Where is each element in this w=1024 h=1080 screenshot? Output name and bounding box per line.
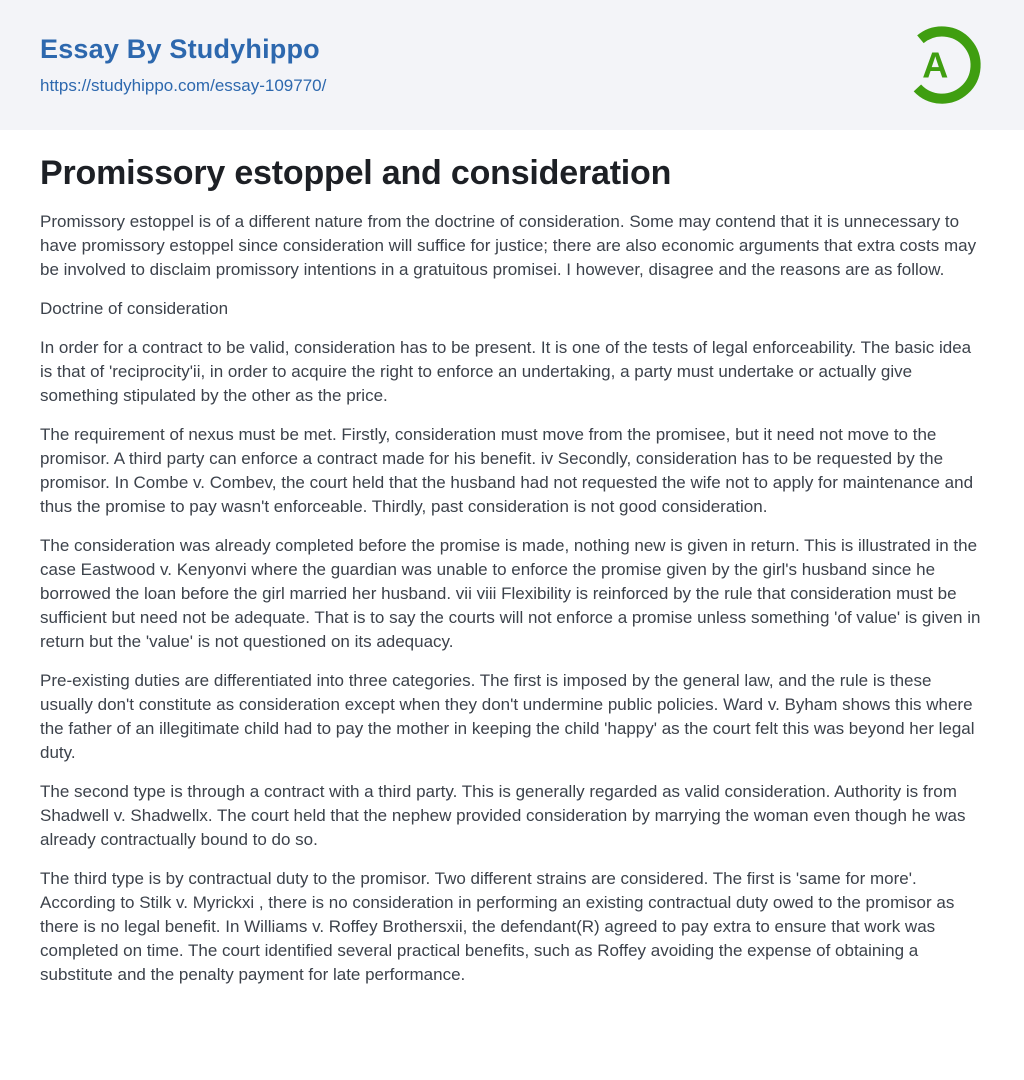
essay-paragraph: The third type is by contractual duty to the promisor. Two different strains are considered. The first is 'same for more'. According to Stilk v. Myrickxi , there is no consideration in performing an existing contractual duty owed to the promisor as there is no legal benefit. In Williams v. Roffey Brothersxii, the defendant(R) agreed to pay extra to ensure that work was completed on time. The court identified several practical benefits, such as Roffey avoiding the expense of obtaining a substitute and the penalty payment for late performance. xyxy=(40,869,955,984)
essay-url-link[interactable]: https://studyhippo.com/essay-109770/ xyxy=(40,76,327,95)
essay-body xyxy=(40,210,984,987)
logo-letter: A xyxy=(922,44,949,86)
page-header xyxy=(0,0,1024,130)
header-text-block xyxy=(40,34,326,96)
essay-paragraph: The requirement of nexus must be met. Firstly, consideration must move from the promisee, but it need not move to the promisor. A third party can enforce a contract made for his benefit. iv Secondly, consideration has to be requested by the promisor. In Combe v. Combev, the court held that the husband had not requested the wife not to apply for maintenance and thus the promise to pay wasn't enforceable. Thirdly, past consideration is not good consideration. xyxy=(40,425,974,516)
essay-content xyxy=(0,130,1024,1032)
essay-paragraph: Promissory estoppel is of a different nature from the doctrine of consideration. Some may contend that it is unnecessary to have promissory estoppel since consideration will suffice for justice; there are also economic arguments that extra costs may be involved to disclaim promissory intentions in a gratuitous promisei. I however, disagree and the reasons are as follow. xyxy=(40,212,977,279)
essay-title: Promissory estoppel and consideration xyxy=(40,154,672,192)
site-title: Essay By Studyhippo xyxy=(40,34,320,64)
essay-paragraph: Pre-existing duties are differentiated into three categories. The first is imposed by the general law, and the rule is these usually don't constitute as consideration except when they don't undermine public policies. Ward v. Byham shows this where the father of an illegitimate child had to pay the mother in keeping the child 'happy' as the court felt this was beyond her legal duty. xyxy=(40,671,975,762)
studyhippo-logo-icon xyxy=(900,23,984,107)
essay-paragraph: Doctrine of consideration xyxy=(40,299,229,318)
essay-paragraph: The consideration was already completed before the promise is made, nothing new is given in return. This is illustrated in the case Eastwood v. Kenyonvi where the guardian was unable to enforce the promise given by the girl's husband since he borrowed the loan before the girl married her husband. vii viii Flexibility is reinforced by the rule that consideration must be sufficient but need not be adequate. That is to say the courts will not enforce a promise unless something 'of value' is given in return but the 'value' is not questioned on its adequacy. xyxy=(40,536,981,651)
essay-paragraph: In order for a contract to be valid, consideration has to be present. It is one of the tests of legal enforceability. The basic idea is that of 'reciprocity'ii, in order to acquire the right to enforce an undertaking, a party must undertake or actually give something stipulated by the other as the price. xyxy=(40,338,972,405)
essay-paragraph: The second type is through a contract with a third party. This is generally regarded as valid consideration. Authority is from Shadwell v. Shadwellx. The court held that the nephew provided consideration by marrying the woman even though he was already contractually bound to do so. xyxy=(40,782,966,849)
